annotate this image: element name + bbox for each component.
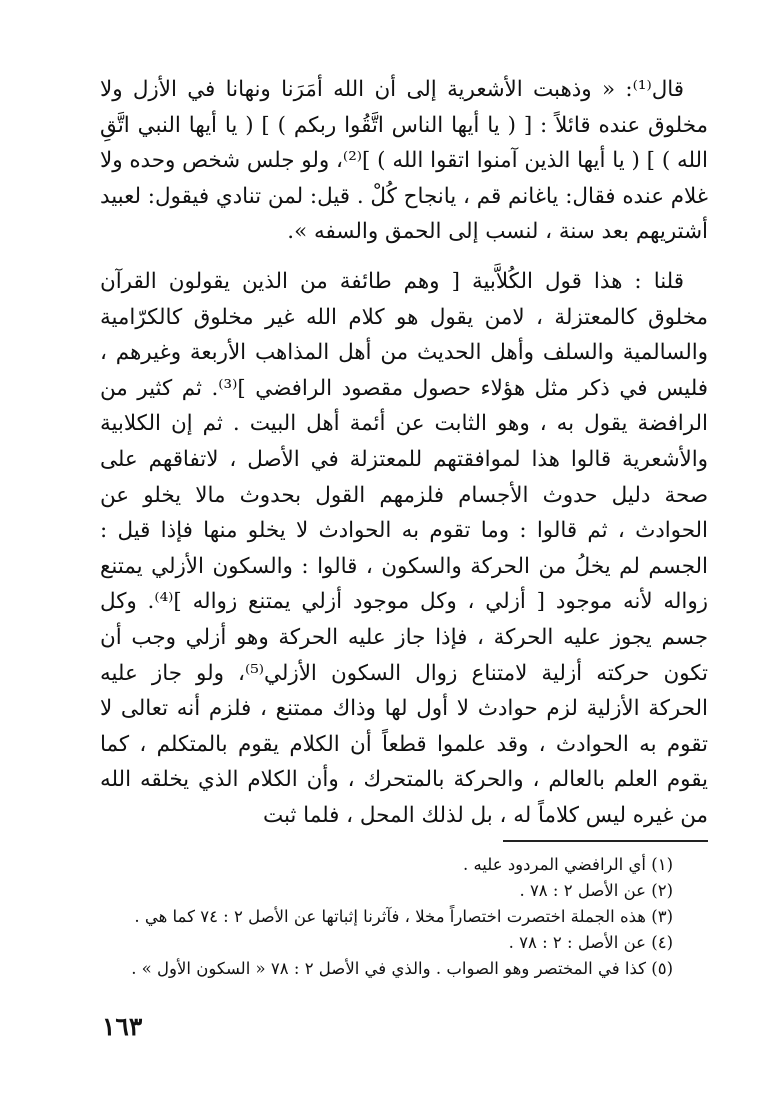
- footnote-2: (٢) عن الأصل ٢ : ٧٨ .: [519, 881, 673, 900]
- footnotes: [80, 852, 673, 982]
- footnote-divider: [503, 840, 708, 842]
- footnote-5: (٥) كذا في المختصر وهو الصواب . والذي في الأصل ٢ : ٧٨ « السكون الأول » .: [131, 959, 673, 978]
- main-text: [100, 72, 708, 833]
- footnote-1: (١) أي الرافضي المردود عليه .: [462, 855, 673, 874]
- paragraph-response: قلنا : هذا قول الكُلاَّبية [ وهم طائفة من الذين يقولون القرآن مخلوق كالمعتزلة ، لامن يقول هو كلام الله غير مخلوق كالكرّامية والسالمية والسلف وأهل الحديث من أهل المذاهب الأربعة وغيرهم ، فليس في ذكر مثل هؤلاء حصول مقصود الرافضي ]⁽³⁾. ثم كثير من الرافضة يقول به ، وهو الثابت عن أئمة أهل البيت . ثم إن الكلابية والأشعرية قالوا هذا لموافقتهم للمعتزلة في الأصل ، لاتفاقهم على صحة دليل حدوث الأجسام فلزمهم القول بحدوث مالا يخلو عن الحوادث ، ثم قالوا : وما تقوم به الحوادث لا يخلو منها فإذا قيل : الجسم لم يخلُ من الحركة والسكون ، قالوا : والسكون الأزلي يمتنع زواله لأنه موجود [ أزلي ، وكل موجود أزلي يمتنع زواله ]⁽⁴⁾. وكل جسم يجوز عليه الحركة ، فإذا جاز عليه الحركة وهو أزلي وجب أن تكون حركته أزلية لامتناع زوال السكون الأزلي⁽⁵⁾، ولو جاز عليه الحركة الأزلية لزم حوادث لا أول لها وذاك ممتنع ، فلزم أنه تعالى لا تقوم به الحوادث ، وقد علموا قطعاً أن الكلام يقوم بالمتكلم ، كما يقوم العلم بالعالم ، والحركة بالمتحرك ، وأن الكلام الذي يخلقه الله من غيره ليس كلاماً له ، بل لذلك المحل ، فلما ثبت: [100, 268, 709, 828]
- footnote-3: (٣) هذه الجملة اختصرت اختصاراً مخلا ، فآثرنا إثباتها عن الأصل ٢ : ٧٤ كما هي .: [134, 907, 673, 926]
- paragraph-quote: قال⁽¹⁾: « وذهبت الأشعرية إلى أن الله أمَرَنا ونهانا في الأزل ولا مخلوق عنده قائلاً : [ ( يا أيها الناس اتَّقُوا ربكم ) ] ( يا أيها النبي اتَّقِ الله ) ] ( يا أيها الذين آمنوا اتقوا الله ) ]⁽²⁾، ولو جلس شخص وحده ولا غلام عنده فقال: ياغانم قم ، يانجاح كُلْ . قيل: لمن تنادي فيقول: لعبيد أشتريهم بعد سنة ، لنسب إلى الحمق والسفه ».: [100, 77, 708, 245]
- page-number: ١٦٣: [102, 1012, 143, 1041]
- footnote-4: (٤) عن الأصل : ٢ : ٧٨ .: [508, 933, 673, 952]
